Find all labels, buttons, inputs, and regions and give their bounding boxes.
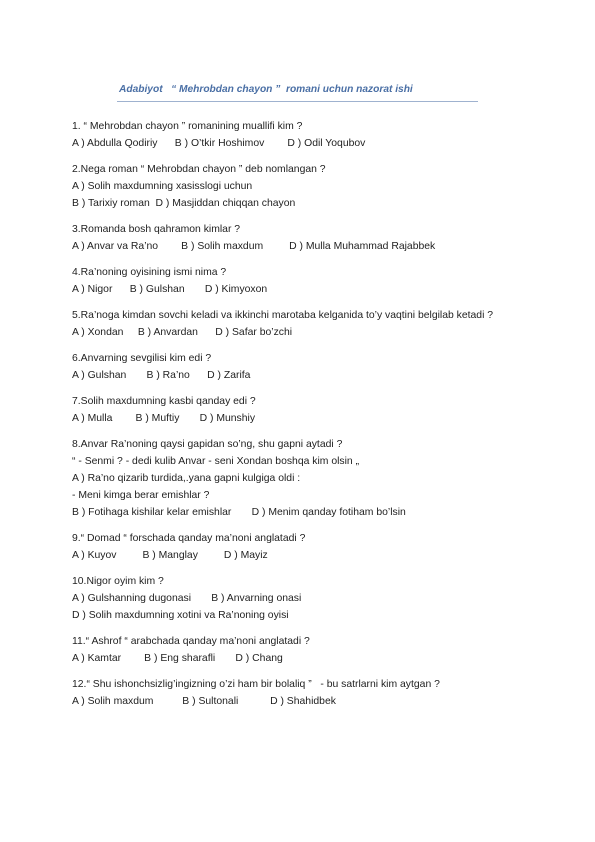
answer-options-line: - Meni kimga berar emishlar ? xyxy=(72,490,210,502)
document-title: Adabiyot “ Mehrobdan chayon ” romani uchun nazorat ishi xyxy=(119,84,413,95)
question-9 xyxy=(72,530,532,564)
question-text: 8.Anvar Ra’noning qaysi gapidan so’ng, shu gapni aytadi ? xyxy=(72,438,343,450)
question-text: 4.Ra’noning oyisining ismi nima ? xyxy=(72,266,227,278)
answer-options-line: A ) Abdulla Qodiriy B ) O’tkir Hoshimov D ) Odil Yoqubov xyxy=(72,138,366,150)
question-text: 2.Nega roman “ Mehrobdan chayon ” deb nomlangan ? xyxy=(72,163,326,175)
answer-options-line: A ) Kuyov B ) Manglay D ) Mayiz xyxy=(72,550,268,562)
question-8 xyxy=(72,436,532,522)
question-3 xyxy=(72,221,532,255)
question-text: 3.Romanda bosh qahramon kimlar ? xyxy=(72,224,241,236)
answer-options-line: A ) Kamtar B ) Eng sharafli D ) Chang xyxy=(72,653,283,665)
question-11 xyxy=(72,633,532,667)
question-1 xyxy=(72,118,532,152)
question-7 xyxy=(72,393,532,427)
answer-options-line: A ) Xondan B ) Anvardan D ) Safar bo’zchi xyxy=(72,327,293,339)
title-underline xyxy=(117,101,478,102)
answer-options-line: A ) Solih maxdum B ) Sultonali D ) Shahidbek xyxy=(72,696,336,708)
answer-options-line: A ) Anvar va Ra’no B ) Solih maxdum D ) Mulla Muhammad Rajabbek xyxy=(72,241,436,253)
question-text: 5.Ra’noga kimdan sovchi keladi va ikkinchi marotaba kelganida to’y vaqtini belgilab ketadi ? xyxy=(72,309,494,321)
question-text: 10.Nigor oyim kim ? xyxy=(72,575,164,587)
answer-options-line: “ - Senmi ? - dedi kulib Anvar - seni Xondan boshqa kim olsin „ xyxy=(72,455,360,467)
answer-options-line: A ) Gulshan B ) Ra’no D ) Zarifa xyxy=(72,369,251,381)
question-text: 9.“ Domad “ forschada qanday ma’noni anglatadi ? xyxy=(72,533,306,545)
question-12 xyxy=(72,676,532,710)
question-text: 6.Anvarning sevgilisi kim edi ? xyxy=(72,352,212,364)
question-text: 12.“ Shu ishonchsizlig’ingizning o’zi ham bir bolaliq ” - bu satrlarni kim aytgan ? xyxy=(72,678,440,690)
answer-options-line: B ) Tarixiy roman D ) Masjiddan chiqqan chayon xyxy=(72,198,296,210)
answer-options-line: A ) Nigor B ) Gulshan D ) Kimyoxon xyxy=(72,284,268,296)
question-10 xyxy=(72,573,532,625)
answer-options-line: A ) Gulshanning dugonasi B ) Anvarning onasi xyxy=(72,593,302,605)
question-5 xyxy=(72,307,532,341)
question-text: 11.“ Ashrof “ arabchada qanday ma’noni anglatadi ? xyxy=(72,636,310,648)
question-4 xyxy=(72,264,532,298)
question-list xyxy=(72,118,532,719)
question-6 xyxy=(72,350,532,384)
answer-options-line: B ) Fotihaga kishilar kelar emishlar D ) Menim qanday fotiham bo’lsin xyxy=(72,507,406,519)
answer-options-line: A ) Ra’no qizarib turdida,.yana gapni kulgiga oldi : xyxy=(72,472,301,484)
question-text: 1. “ Mehrobdan chayon ” romanining muallifi kim ? xyxy=(72,121,303,132)
question-text: 7.Solih maxdumning kasbi qanday edi ? xyxy=(72,395,256,407)
answer-options-line: A ) Mulla B ) Muftiy D ) Munshiy xyxy=(72,412,256,424)
question-2 xyxy=(72,161,532,213)
answer-options-line: A ) Solih maxdumning xasisslogi uchun xyxy=(72,181,253,193)
answer-options-line: D ) Solih maxdumning xotini va Ra’noning oyisi xyxy=(72,610,289,622)
